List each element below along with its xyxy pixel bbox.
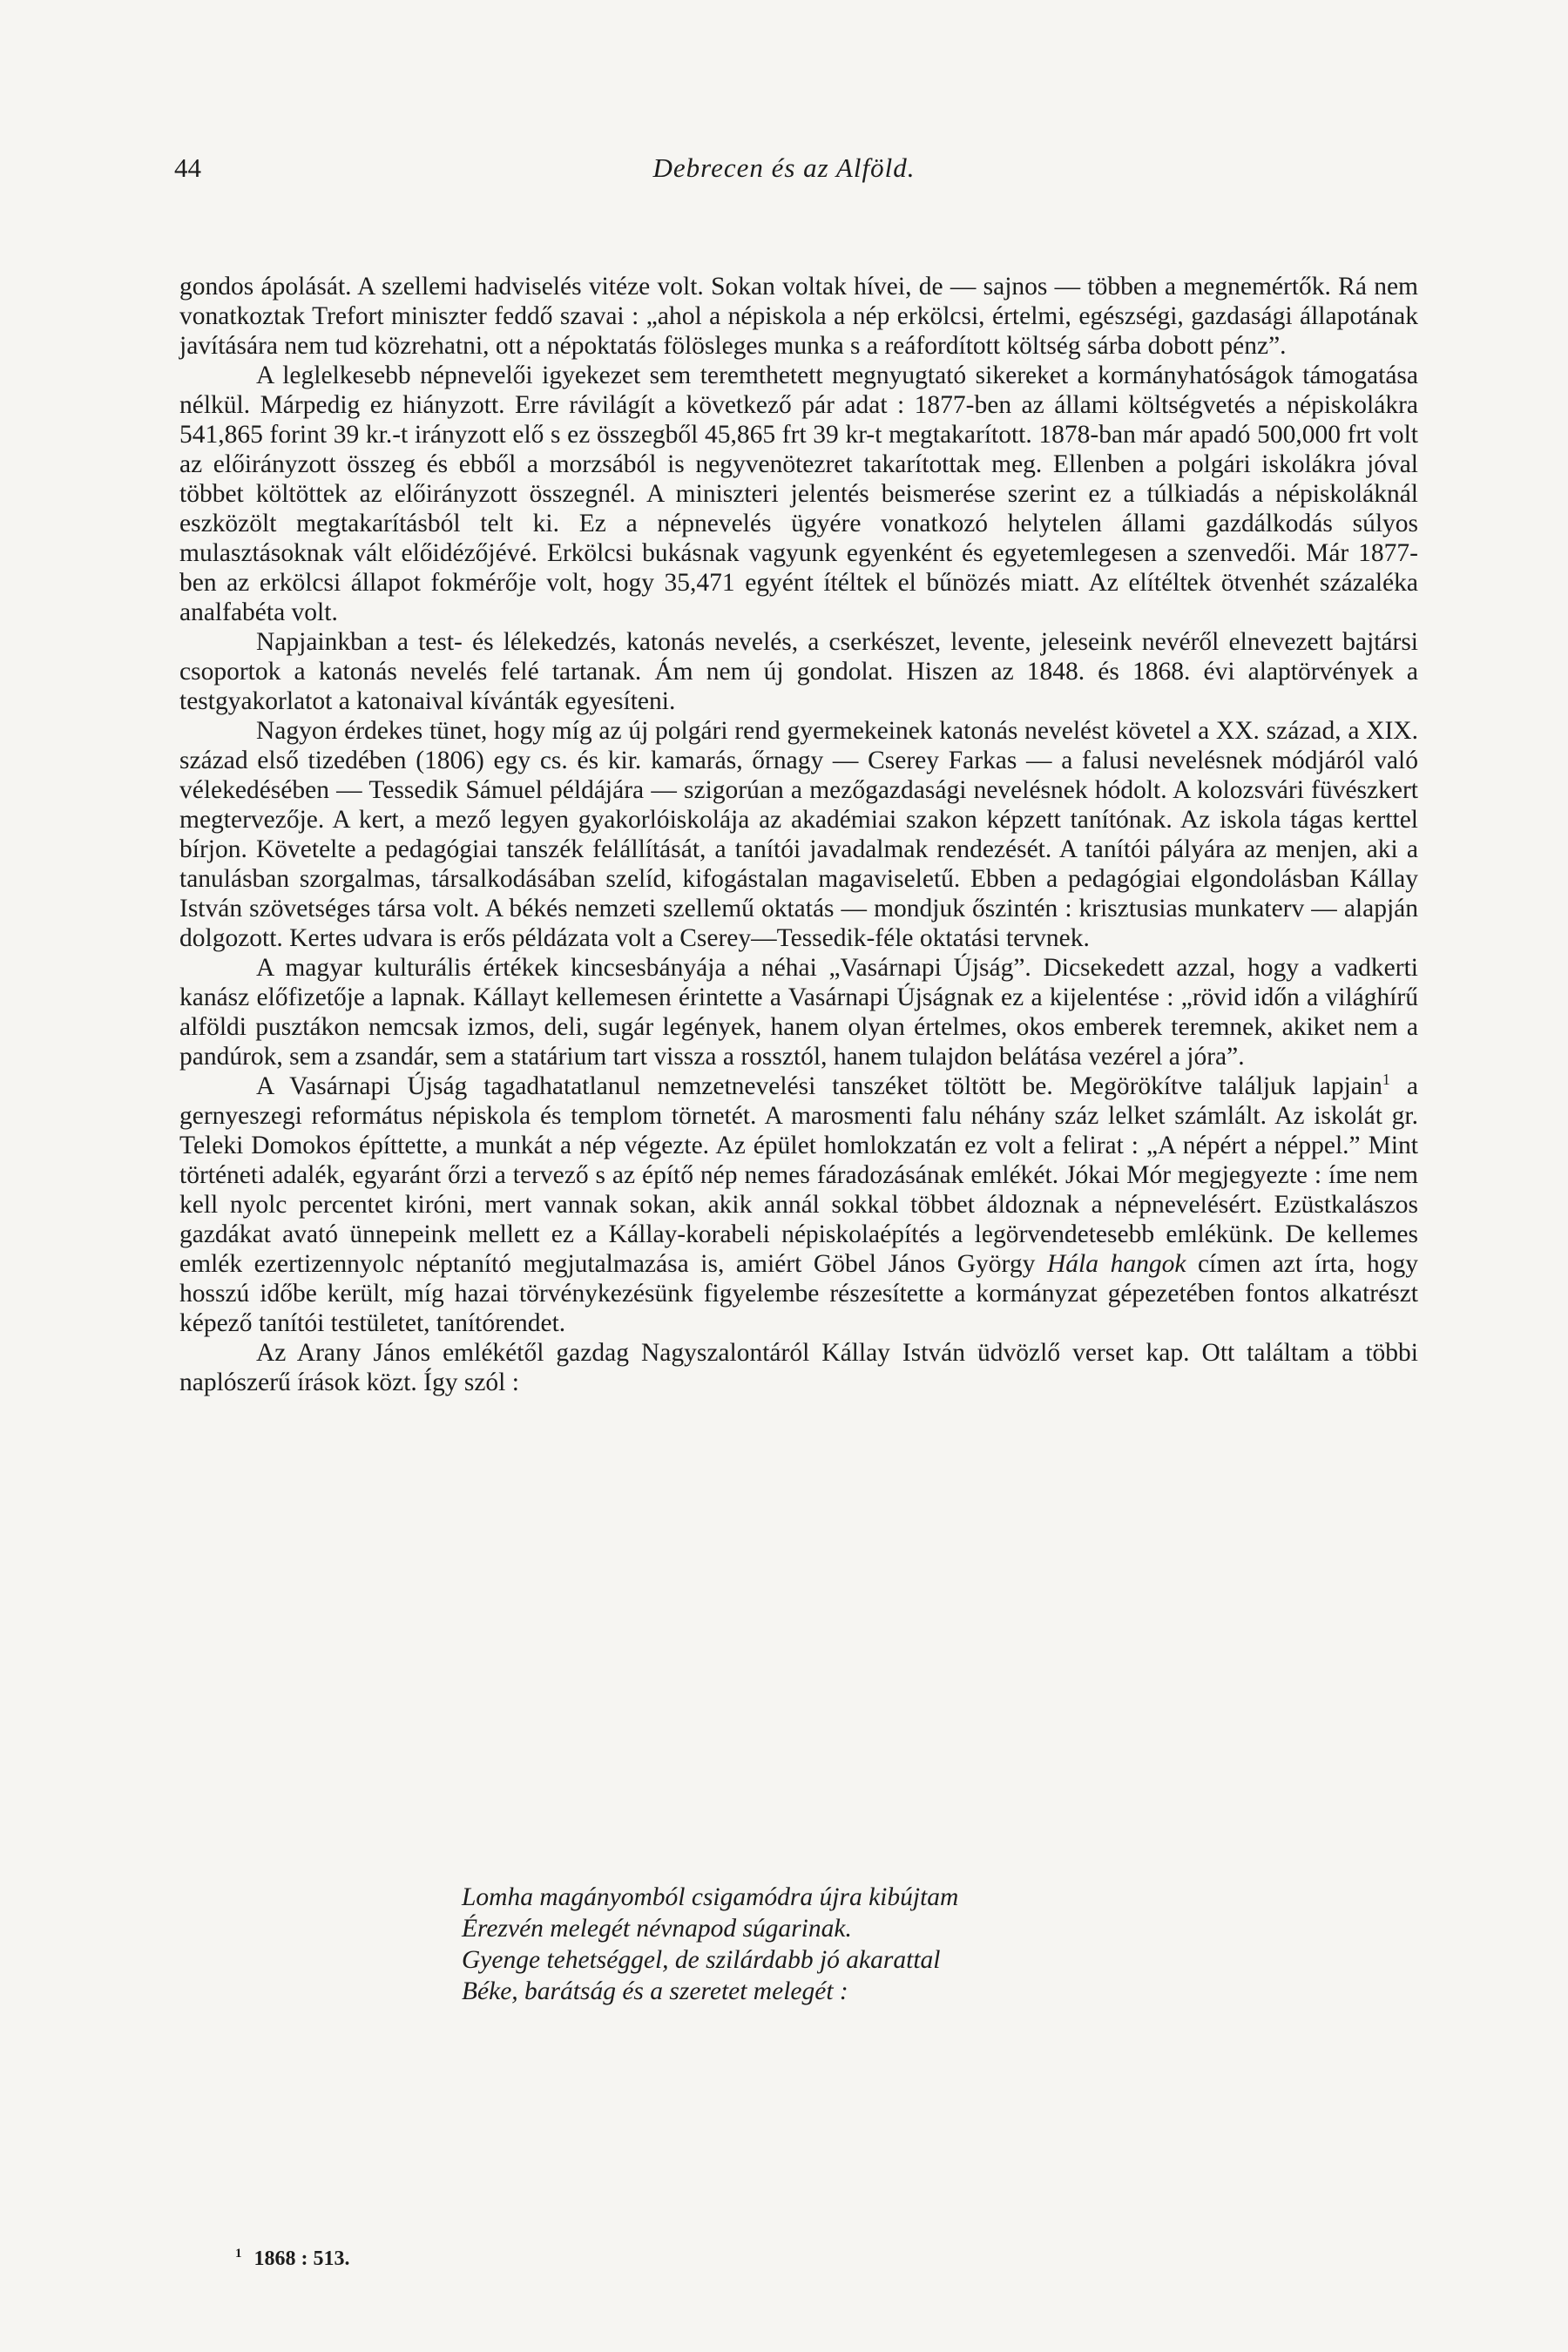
paragraph-4: Nagyon érdekes tünet, hogy míg az új polgári rend gyermekeinek katonás nevelést követel a XX. század, a XIX. század első tizedében (1806) egy cs. és kir. kamarás, őrnagy — Cserey Farkas — a falusi nevelésnek módjáról való vélekedésében — Tessedik Sámuel példájára — szigorúan a mezőgazdasági nevelésnek hódolt. A kolozsvári füvészkert megtervezője. A kert, a mező legyen gyakorlóiskolája az akadémiai szakon képzett tanítónak. Az iskola tágas kerttel bírjon. Követelte a pedagógiai tanszék felállítását, a tanítói javadalmak rendezését. A tanítói pályára az menjen, aki a tanulásban szorgalmas, társalkodásában szelíd, kifogástalan magaviseletű. Ebben a pedagógiai elgondolásban Kállay István szövetséges társa volt. A békés nemzeti szellemű oktatás — mondjuk őszintén : krisztusias munkaterv — alapján dolgozott. Kertes udvara is erős példázata volt a Cserey—Tessedik-féle oktatási tervnek. xyxy=(179,717,1418,952)
paragraph-2: A leglelkesebb népnevelői igyekezet sem teremthetett megnyugtató sikereket a kormányhatóságok támogatása nélkül. Márpedig ez hiányzott. Erre rávilágít a következő pár adat : 1877-ben az állami költségvetés a népiskolákra 541,865 forint 39 kr.-t irányzott elő s ez összegből 45,865 frt 39 kr-t megtakarított. 1878-ban már apadó 500,000 frt volt az előirányzott összeg és ebből a morzsából is negyvenötezret takarítottak meg. Ellenben a polgári iskolákra jóval többet költöttek az előirányzott összegnél. A miniszteri jelentés beismerése szerint ez a túlkiadás a népiskoláknál eszközölt megtakarításból telt ki. Ez a népnevelés ügyére vonatkozó helytelen állami gazdálkodás súlyos mulasztásoknak vált előidézőjévé. Erkölcsi bukásnak vagyunk egyenként és egyetemlegesen a szenvedői. Már 1877-ben az erkölcsi állapot fokmérője volt, hogy 35,471 egyént ítéltek el bűnözés miatt. Az elítéltek ötvenhét százaléka analfabéta volt. xyxy=(179,362,1418,626)
footnote xyxy=(235,2247,350,2271)
poem-line: Érezvén melegét névnapod súgarinak. xyxy=(462,1915,852,1943)
poem-line: Lomha magányomból csigamódra újra kibújtam xyxy=(462,1883,959,1911)
poem-line: Béke, barátság és a szeretet melegét : xyxy=(462,1977,848,2005)
paragraph-7: Az Arany János emlékétől gazdag Nagyszalontáról Kállay István üdvözlő verset kap. Ott találtam a többi naplószerű írások közt. Így szól : xyxy=(179,1339,1418,1396)
page-header xyxy=(174,152,1394,196)
running-title: Debrecen és az Alföld. xyxy=(652,152,916,183)
paragraph-6-part-c: címen azt írta, hogy hosszú időbe került, míg hazai törvénykezésünk figyelembe részesítette a kormányzat gépezetében fontos alkatrészt képező tanítói testületet, tanítórendet. xyxy=(179,1250,1418,1337)
paragraph-6-part-b: a gernyeszegi református népiskola és templom törnetét. A marosmenti falu néhány száz lelket számlált. Az iskolát gr. Teleki Domokos építtette, a munkát a nép végezte. Az épület homlokzatán ez volt a felirat : „A népért a néppel.” Mint történeti adalék, egyaránt őrzi a tervező s az építő nép nemes fáradozásának emlékét. Jókai Mór megjegyezte : íme nem kell nyolc percentet kiróni, mert vannak sokan, akik annál sokkal többet áldoznak a népnevelésért. Ezüstkalászos gazdákat avató ünnepeink mellett ez a Kállay-korabeli népiskolaépítés a legörvendetesebb emlékünk. De kellemes emlék ezertizennyolc néptanító megjutalmazása is, amiért Göbel János György xyxy=(179,1072,1419,1278)
paragraph-1: gondos ápolását. A szellemi hadviselés vitéze volt. Sokan voltak hívei, de — sajnos — többen a megnemértők. Rá nem vonatkoztak Trefort miniszter feddő szavai : „ahol a népiskola a nép erkölcsi, értelmi, egészségi, gazdasági állapotának javítására nem tud közrehatni, ott a népoktatás fölösleges munka s a reáfordított költség sárba dobott pénz”. xyxy=(179,273,1418,360)
paragraph-6-part-a: A Vasárnapi Újság tagadhatatlanul nemzetnevelési tanszéket töltött be. Megörökítve találjuk lapjain xyxy=(256,1072,1382,1100)
poem-quote xyxy=(462,1882,1333,2007)
footnote-text: 1868 : 513. xyxy=(253,2247,350,2270)
footnote-marker: 1 xyxy=(235,2247,242,2261)
footnote-reference: 1 xyxy=(1382,1071,1390,1089)
paragraph-6 xyxy=(179,1071,1418,1338)
italic-title: Hála hangok xyxy=(1046,1250,1186,1278)
poem-line: Gyenge tehetséggel, de szilárdabb jó akarattal xyxy=(462,1946,941,1974)
paragraph-5: A magyar kulturális értékek kincsesbányája a néhai „Vasárnapi Újság”. Dicsekedett azzal, hogy a vadkerti kanász előfizetője a lapnak. Kállayt kellemesen érintette a Vasárnapi Újságnak ez a kijelentése : „rövid időn a világhírű alföldi pusztákon nemcsak izmos, deli, sugár legények, hanem olyan értelmes, okos emberek teremnek, akiket nem a pandúrok, sem a zsandár, sem a statárium tart vissza a rossztól, hanem tulajdon belátása vezérel a jóra”. xyxy=(179,954,1418,1071)
body-text xyxy=(179,272,1418,1397)
page-number: 44 xyxy=(174,152,201,183)
paragraph-3: Napjainkban a test- és lélekedzés, katonás nevelés, a cserkészet, levente, jeleseink nevéről elnevezett bajtársi csoportok a katonás nevelés felé tartanak. Ám nem új gondolat. Hiszen az 1848. és 1868. évi alaptörvények a testgyakorlatot a katonaival kívánták egyesíteni. xyxy=(179,628,1418,715)
